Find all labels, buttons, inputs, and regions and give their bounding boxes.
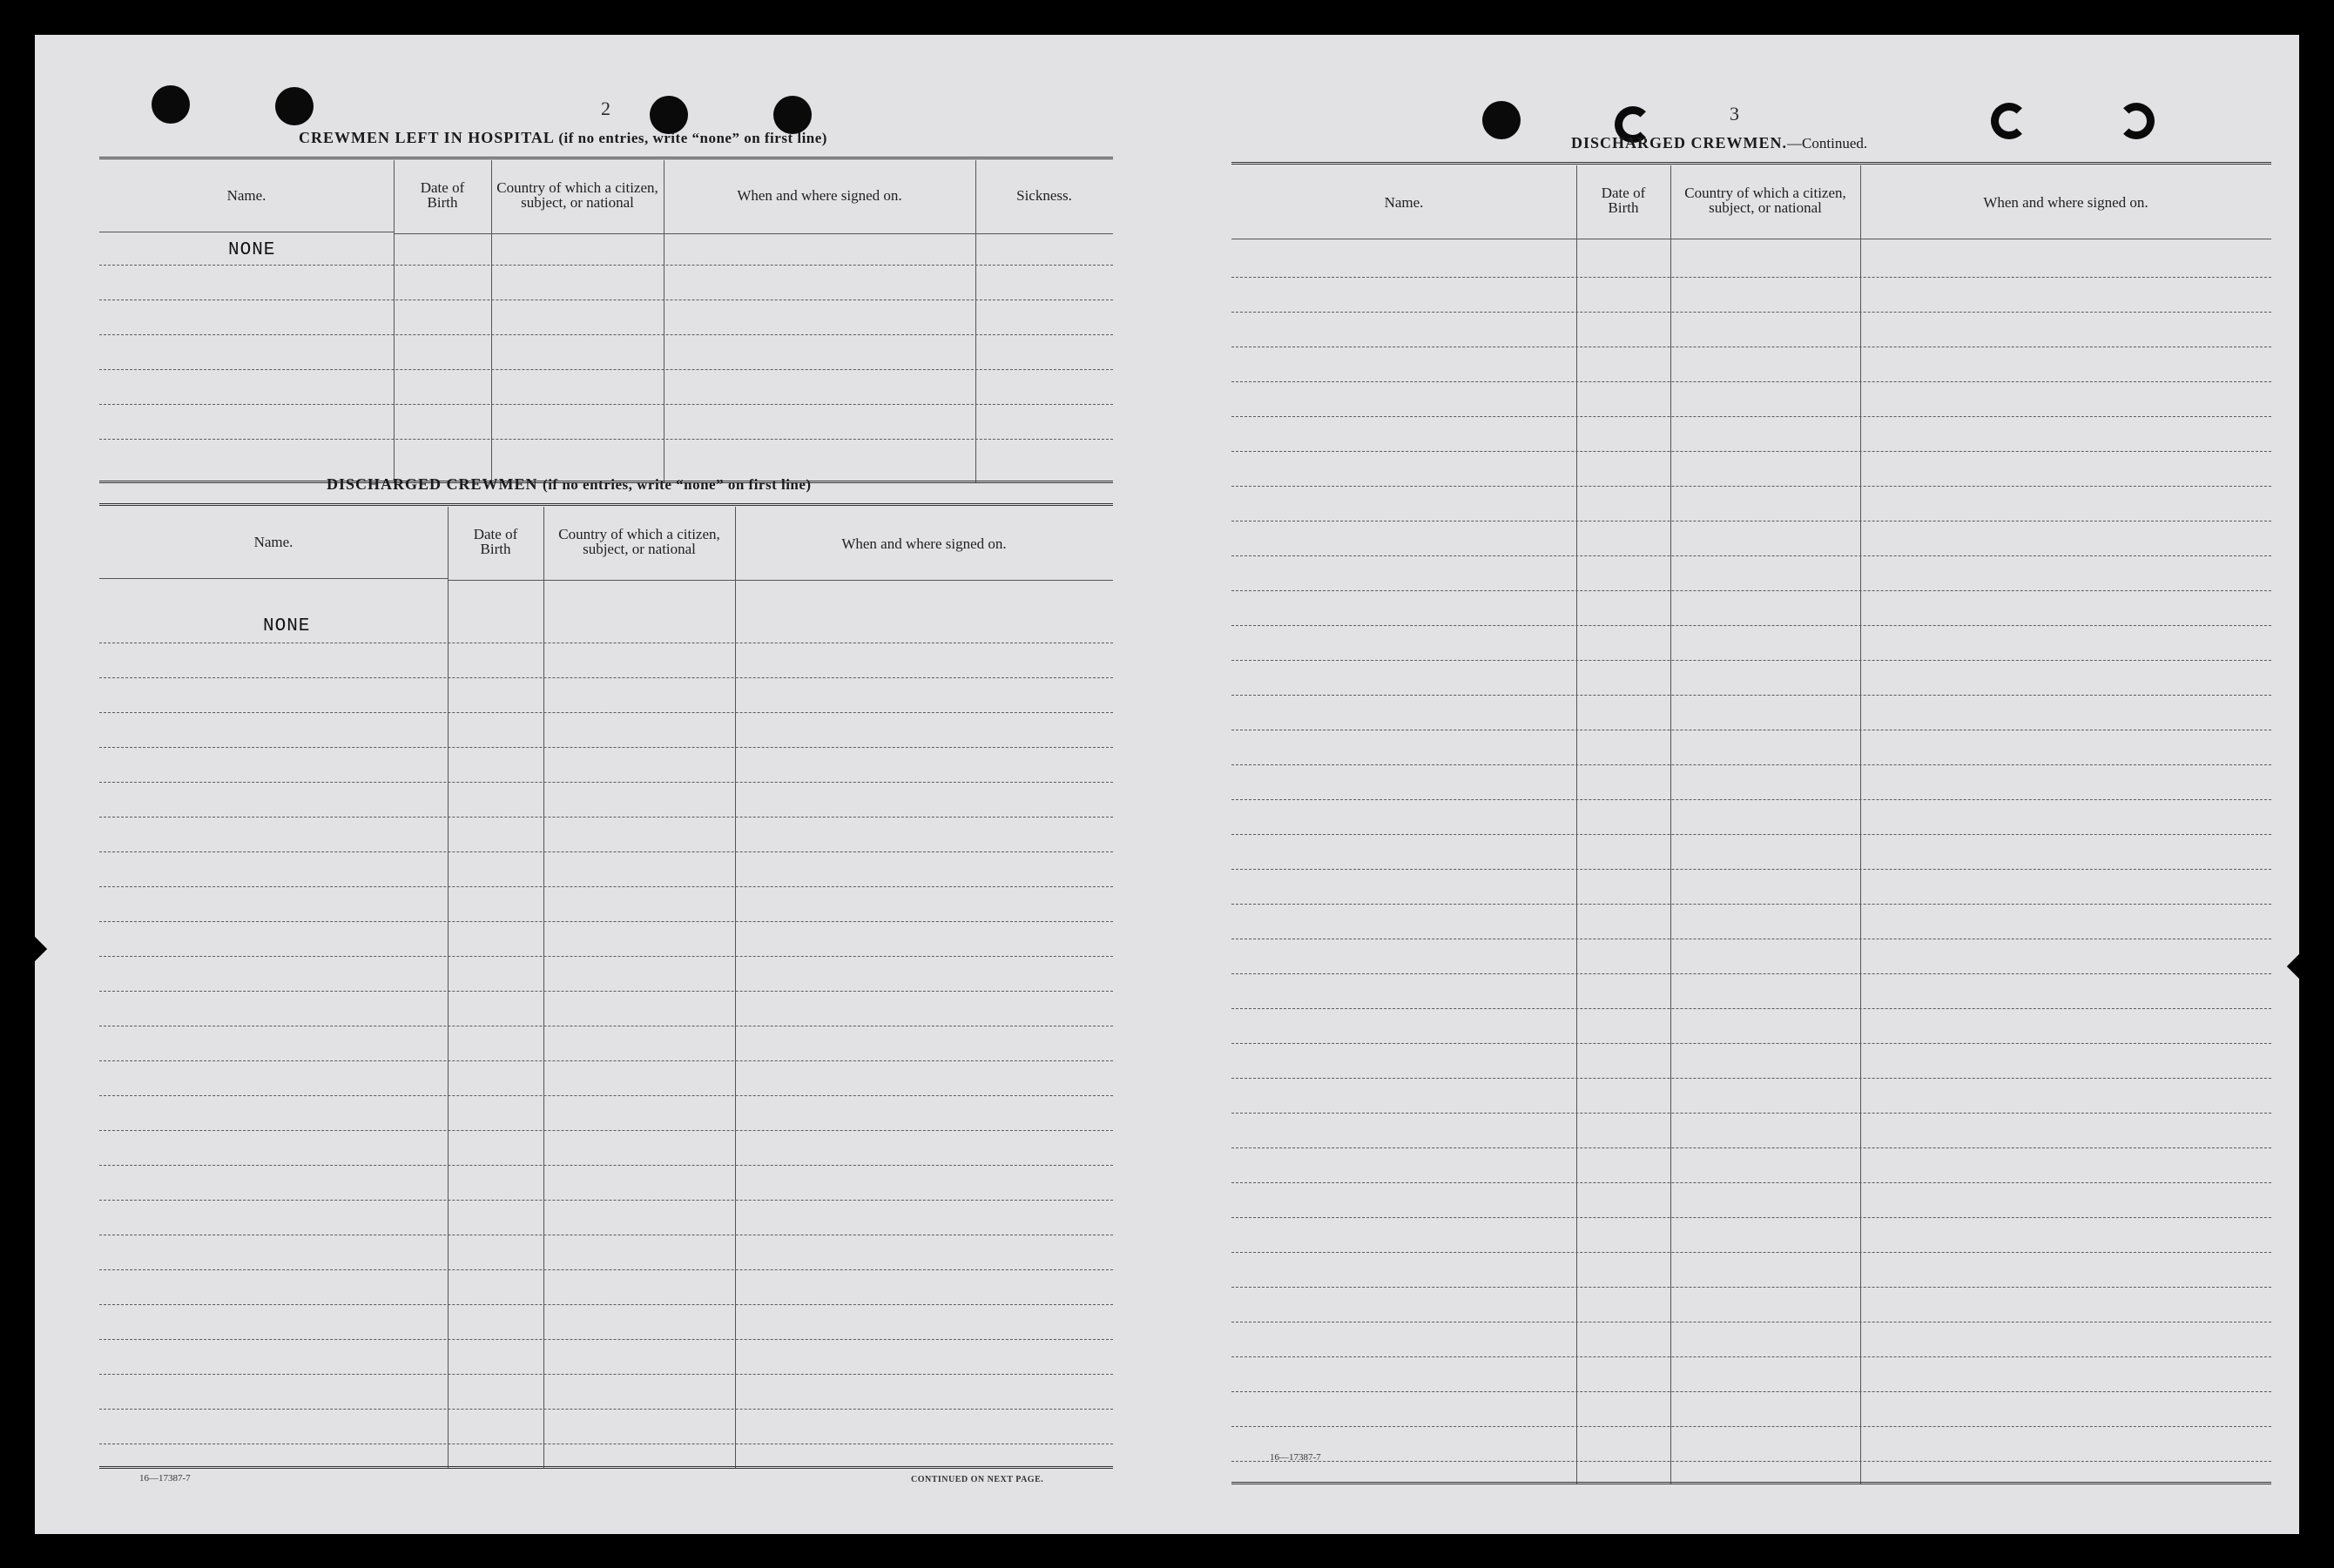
hospital-table — [99, 157, 1113, 484]
col-header-signed: When and where signed on. — [1983, 193, 2148, 211]
page-number: 3 — [1730, 103, 1739, 124]
document-sheet — [35, 35, 2299, 1534]
form-number: 16—17387-7 — [139, 1473, 191, 1484]
col-header-name: Name. — [1384, 193, 1424, 211]
col-header-dob: Date of Birth — [473, 526, 518, 557]
col-header-country: Country of which a citizen, subject, or national — [496, 179, 658, 211]
col-header-name: Name. — [226, 186, 266, 204]
punch-hole — [1991, 103, 2027, 139]
edge-notch — [23, 937, 47, 961]
hospital-section-title — [299, 129, 827, 147]
discharged-first-entry: NONE — [263, 616, 311, 636]
punch-hole — [2118, 103, 2155, 139]
hospital-first-entry: NONE — [228, 240, 276, 260]
col-header-sickness: Sickness. — [1016, 186, 1072, 204]
punch-hole — [152, 85, 190, 124]
col-header-signed: When and where signed on. — [841, 535, 1007, 552]
discharged-note: (if no entries, write “none” on first line) — [543, 476, 812, 493]
discharged-section-title — [327, 475, 812, 494]
punch-hole — [275, 87, 314, 125]
edge-notch — [2287, 954, 2311, 979]
col-header-country: Country of which a citizen, subject, or national — [558, 526, 720, 557]
continued-title: DISCHARGED CREWMEN. — [1571, 134, 1788, 151]
form-number: 16—17387-7 — [1270, 1452, 1321, 1463]
hospital-note: (if no entries, write “none” on first line) — [558, 130, 827, 146]
col-header-signed: When and where signed on. — [737, 186, 902, 204]
col-header-country: Country of which a citizen, subject, or national — [1684, 185, 1846, 216]
col-header-dob: Date of Birth — [1601, 185, 1646, 216]
continued-suffix: —Continued. — [1787, 135, 1868, 151]
page-number: 2 — [601, 98, 610, 119]
discharged-continued-table — [1231, 162, 2271, 1487]
discharged-table — [99, 503, 1113, 1471]
punch-hole — [1482, 101, 1521, 139]
continued-section-title — [1571, 134, 1867, 152]
discharged-title: DISCHARGED CREWMEN — [327, 475, 538, 493]
hospital-title: CREWMEN LEFT IN HOSPITAL — [299, 129, 554, 146]
continued-note: CONTINUED ON NEXT PAGE. — [911, 1475, 1044, 1484]
col-header-dob: Date of Birth — [420, 179, 465, 211]
col-header-name: Name. — [253, 533, 293, 550]
